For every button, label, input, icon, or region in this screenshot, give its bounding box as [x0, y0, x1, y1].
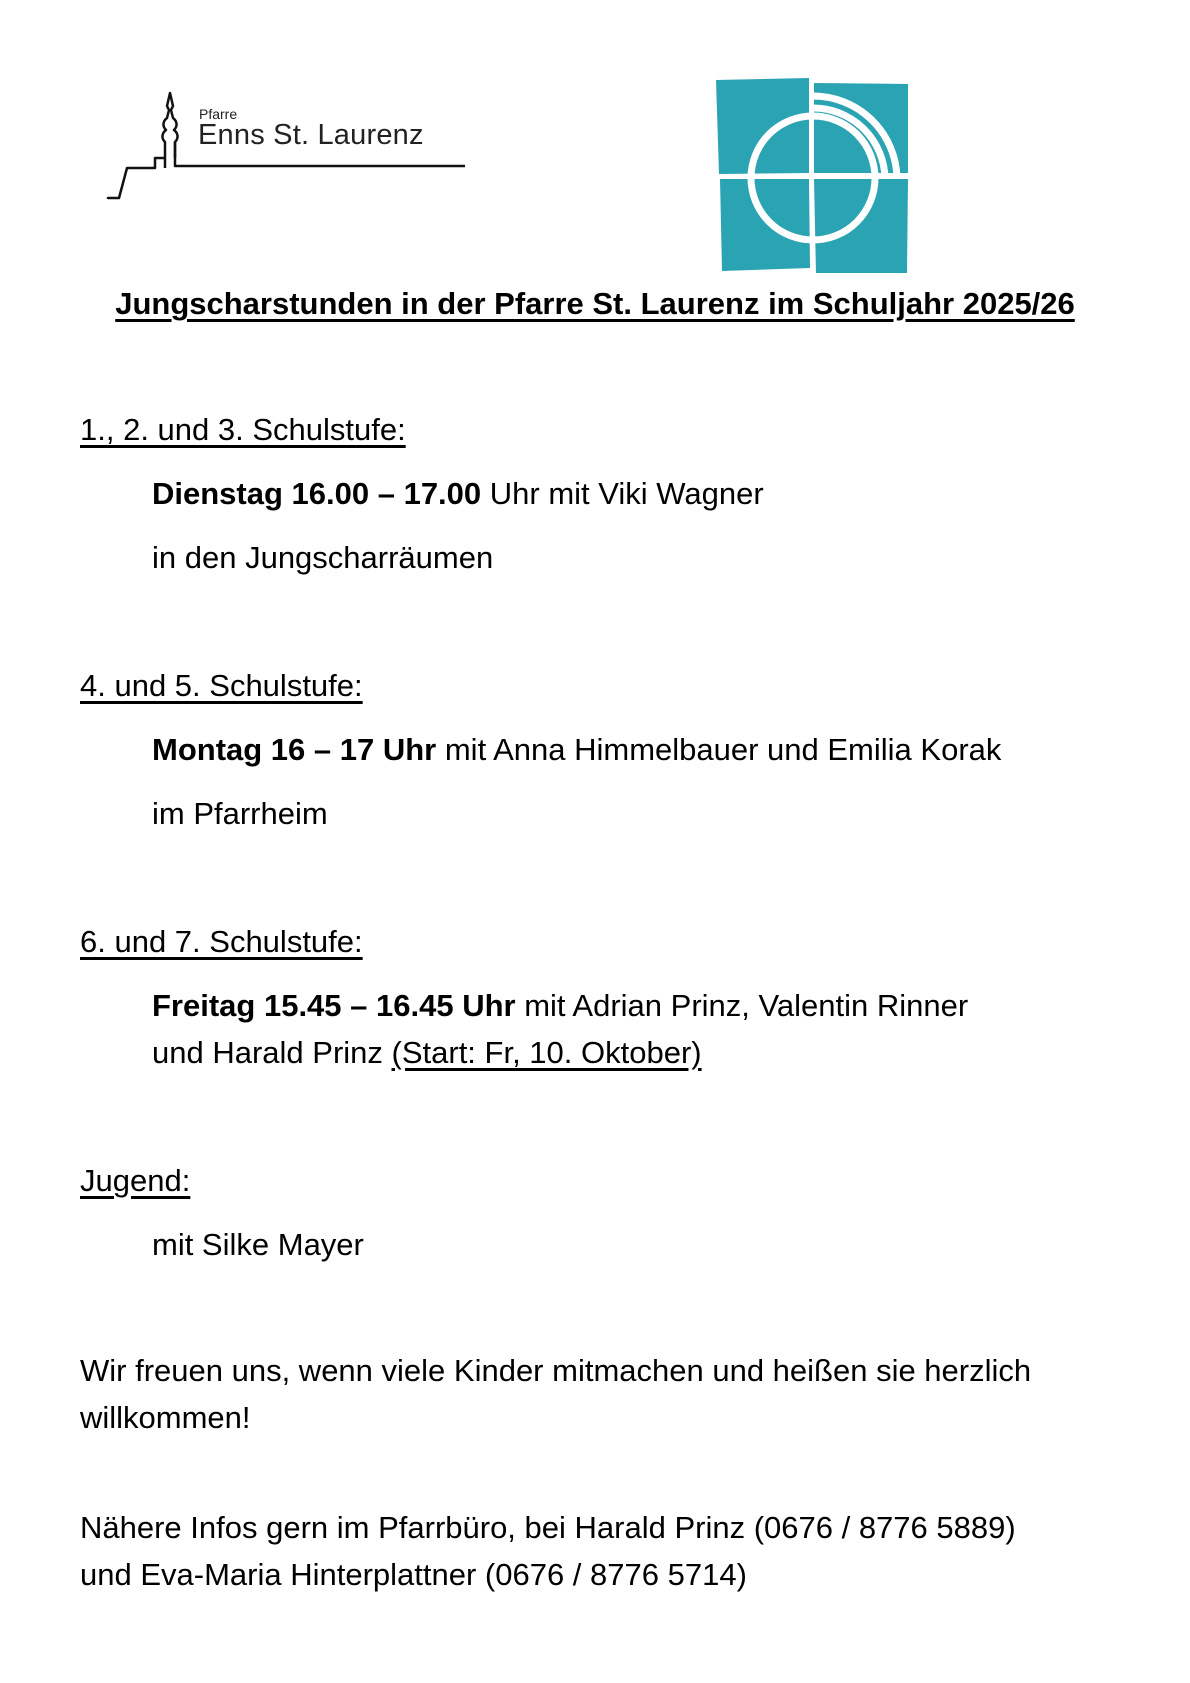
- group-3-line2-text: und Harald Prinz: [152, 1035, 392, 1070]
- group-3-time-rest: mit Adrian Prinz, Valentin Rinner: [515, 988, 969, 1023]
- group-2-time-rest: mit Anna Himmelbauer und Emilia Korak: [436, 732, 1002, 767]
- group-2-heading: 4. und 5. Schulstufe:: [80, 668, 363, 703]
- group-1-time-bold: Dienstag 16.00 – 17.00: [152, 476, 482, 511]
- group-4-place: mit Silke Mayer: [152, 1227, 364, 1262]
- jungschar-logo: [716, 78, 910, 274]
- group-3-start-date: (Start: Fr, 10. Oktober): [391, 1035, 702, 1070]
- logo-parish-name: Enns St. Laurenz: [198, 119, 424, 151]
- info-line-1: Nähere Infos gern im Pfarrbüro, bei Harald Prinz (0676 / 8776 5889): [80, 1510, 1016, 1545]
- logo-small-label: Pfarre: [199, 106, 238, 122]
- group-3-line2: [152, 1035, 702, 1071]
- parish-logo: [105, 88, 475, 208]
- welcome-text: Wir freuen uns, wenn viele Kinder mitmachen und heißen sie herzlich willkommen!: [80, 1353, 1032, 1435]
- group-1-time: [152, 476, 764, 512]
- group-2-place: im Pfarrheim: [152, 796, 328, 831]
- group-2-time-bold: Montag 16 – 17 Uhr: [152, 732, 437, 767]
- info-line-2: und Eva-Maria Hinterplattner (0676 / 8776 5714): [80, 1557, 747, 1592]
- group-1-time-rest: Uhr mit Viki Wagner: [481, 476, 764, 511]
- page-title: Jungscharstunden in der Pfarre St. Laurenz im Schuljahr 2025/26: [115, 286, 1075, 321]
- group-1-heading: 1., 2. und 3. Schulstufe:: [80, 412, 406, 447]
- group-3-heading: 6. und 7. Schulstufe:: [80, 924, 363, 959]
- group-1-place: in den Jungscharräumen: [152, 540, 494, 575]
- cross-circle-icon: [716, 78, 910, 274]
- group-3-time: [152, 988, 968, 1024]
- group-3-time-bold: Freitag 15.45 – 16.45 Uhr: [152, 988, 516, 1023]
- group-2-time: [152, 732, 1001, 768]
- group-4-heading: Jugend:: [80, 1163, 191, 1198]
